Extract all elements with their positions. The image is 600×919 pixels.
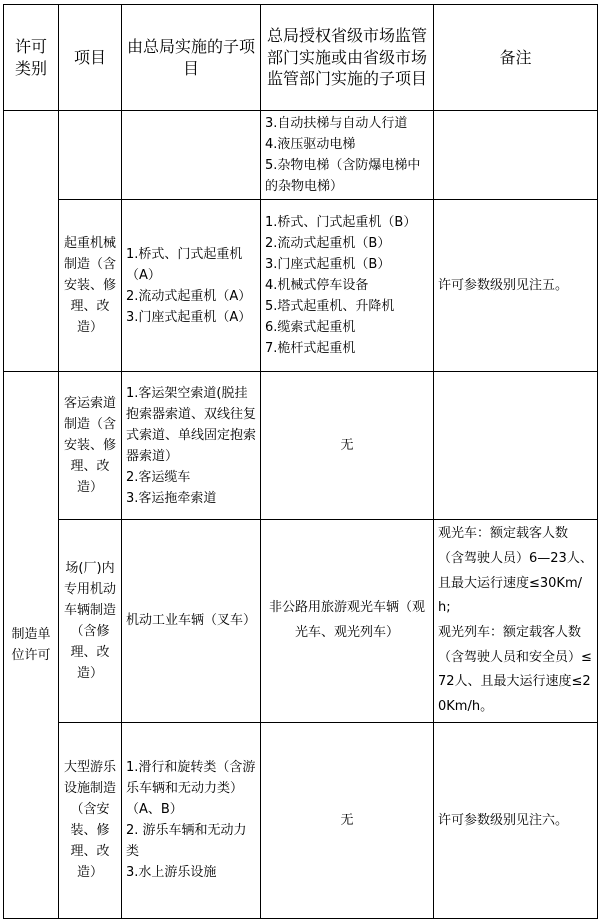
remarks-cell: [434, 111, 598, 200]
hq-sub-cell: [122, 111, 261, 200]
prov-sub-cell: [261, 200, 434, 372]
header-project: 项目: [59, 5, 122, 111]
remarks-cell: [434, 372, 598, 520]
list-item: 6.缆索式起重机: [265, 320, 356, 336]
list-item: 2.客运缆车: [126, 469, 191, 485]
prov-sub-cell: 非公路用旅游观光车辆（观光车、观光列车）: [261, 520, 434, 723]
hq-sub-cell: [122, 722, 261, 918]
table-row: [4, 372, 598, 520]
list-item: 1.滑行和旋转类（含游乐车辆和无动力类）（A、B）: [126, 760, 256, 818]
list-item: 4.液压驱动电梯: [265, 137, 356, 153]
project-cell: [59, 111, 122, 200]
list-item: 2.流动式起重机（B）: [265, 236, 391, 252]
list-item: 5.塔式起重机、升降机: [265, 299, 395, 315]
list-item: 1.桥式、门式起重机（A）: [126, 246, 243, 283]
list-item: 3.自动扶梯与自动人行道: [265, 116, 408, 131]
header-prov-sub: 总局授权省级市场监管部门实施或由省级市场监管部门实施的子项目: [261, 5, 434, 111]
permit-table: [3, 4, 598, 919]
prov-sub-cell: 无: [261, 722, 434, 918]
list-item: 2. 游乐车辆和无动力类: [126, 823, 247, 860]
list-item: 3.客运拖牵索道: [126, 490, 217, 506]
list-item: 3.门座式起重机（A）: [126, 309, 252, 325]
list-item: 1.桥式、门式起重机（B）: [265, 215, 417, 231]
prov-sub-cell: 无: [261, 372, 434, 520]
list-item: 1.客运架空索道(脱挂抱索器索道、双线往复式索道、单线固定抱索器索道）: [126, 385, 257, 464]
table-row: [4, 200, 598, 372]
list-item: 2.流动式起重机（A）: [126, 288, 252, 304]
table-row: [4, 111, 598, 200]
remark-text: 许可参数级别见注六。: [438, 812, 569, 828]
prov-sub-cell: [261, 111, 434, 200]
header-row: [4, 5, 598, 111]
header-category: 许可类别: [4, 5, 59, 111]
table-row: [4, 722, 598, 918]
project-cell: 客运索道制造（含安装、修理、改造）: [59, 372, 122, 520]
list-item: 3.水上游乐设施: [126, 865, 217, 881]
remark-text: 观光车：额定载客人数（含驾驶人员）6—23人、且最大运行速度≤30Km/h;: [438, 526, 593, 616]
remarks-cell: [434, 200, 598, 372]
hq-sub-cell: 机动工业车辆（叉车）: [122, 520, 261, 723]
project-cell: 起重机械制造（含安装、修理、改造）: [59, 200, 122, 372]
header-remarks: 备注: [434, 5, 598, 111]
list-item: 4.机械式停车设备: [265, 278, 369, 294]
list-item: 7.桅杆式起重机: [265, 341, 356, 357]
project-cell: 大型游乐设施制造（含安装、修理、改造）: [59, 722, 122, 918]
header-hq-sub: 由总局实施的子项目: [122, 5, 261, 111]
remarks-cell: [434, 520, 598, 723]
hq-sub-cell: [122, 372, 261, 520]
list-item: 3.门座式起重机（B）: [265, 257, 391, 273]
table-row: [4, 520, 598, 723]
remark-text: 许可参数级别见注五。: [438, 278, 569, 294]
remarks-cell: [434, 722, 598, 918]
list-item: 5.杂物电梯（含防爆电梯中的杂物电梯）: [265, 158, 421, 195]
project-cell: 场(厂)内专用机动车辆制造（含修理、改造）: [59, 520, 122, 723]
hq-sub-cell: [122, 200, 261, 372]
category-cell: [4, 111, 59, 372]
remark-text: 观光列车：额定载客人数（含驾驶人员和安全员）≤72人、且最大运行速度≤20Km/h。: [438, 624, 592, 714]
category-cell: 制造单位许可: [4, 372, 59, 919]
